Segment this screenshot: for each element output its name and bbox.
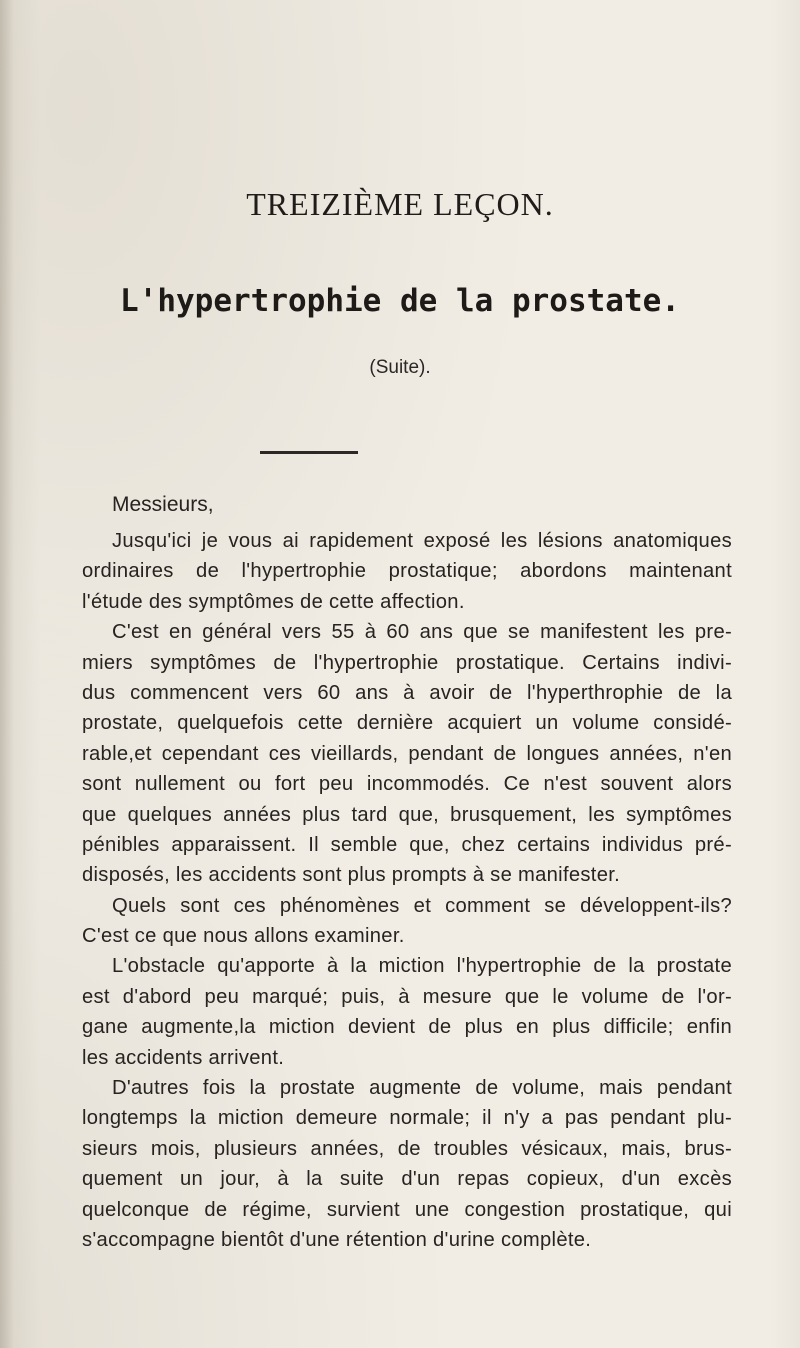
text-line: prostate, quelquefois cette dernière acquiert un volume considé-: [82, 712, 732, 735]
text-line: quelconque de régime, survient une congestion prostatique, qui: [82, 1198, 732, 1221]
text-line: dus commencent vers 60 ans à avoir de l'hyperthrophie de la: [82, 681, 732, 704]
body-text: [82, 526, 732, 1255]
text-line: longtemps la miction demeure normale; il n'y a pas pendant plu-: [82, 1107, 732, 1130]
lesson-subtitle: (Suite).: [369, 357, 431, 378]
text-line: gane augmente,la miction devient de plus en plus difficile; enfin: [82, 1016, 732, 1039]
text-line: ordinaires de l'hypertrophie prostatique; abordons maintenant: [82, 560, 732, 583]
text-line: miers symptômes de l'hypertrophie prostatique. Certains indivi-: [82, 651, 732, 674]
text-line: Quels sont ces phénomènes et comment se développent-ils?: [112, 894, 732, 917]
lesson-title: L'hypertrophie de la prostate.: [120, 283, 680, 319]
text-line: sont nullement ou fort peu incommodés. Ce n'est souvent alors: [82, 773, 732, 796]
text-line: pénibles apparaissent. Il semble que, chez certains individus pré-: [82, 833, 732, 856]
text-line: s'accompagne bientôt d'une rétention d'urine complète.: [82, 1228, 592, 1251]
text-line: est d'abord peu marqué; puis, à mesure que le volume de l'or-: [82, 985, 732, 1008]
text-line: sieurs mois, plusieurs années, de troubles vésicaux, mais, brus-: [82, 1137, 732, 1160]
text-line: l'étude des symptômes de cette affection.: [82, 590, 465, 613]
text-line: rable,et cependant ces vieillards, pendant de longues années, n'en: [82, 742, 732, 765]
chapter-heading: TREIZIÈME LEÇON.: [246, 186, 554, 222]
text-line: Jusqu'ici je vous ai rapidement exposé les lésions anatomiques: [112, 530, 732, 552]
text-line: quement un jour, à la suite d'un repas copieux, d'un excès: [82, 1168, 732, 1191]
text-line: C'est en général vers 55 à 60 ans que se manifestent les pre-: [112, 621, 732, 644]
text-line: C'est ce que nous allons examiner.: [82, 925, 405, 948]
text-line: D'autres fois la prostate augmente de volume, mais pendant: [112, 1077, 732, 1100]
title-divider: [260, 451, 358, 454]
salutation: Messieurs,: [112, 493, 214, 516]
text-line: disposés, les accidents sont plus prompts à se manifester.: [82, 864, 621, 887]
text-line: les accidents arrivent.: [82, 1046, 285, 1069]
text-line: que quelques années plus tard que, brusquement, les symptômes: [82, 803, 732, 826]
text-line: L'obstacle qu'apporte à la miction l'hypertrophie de la prostate: [112, 955, 732, 978]
